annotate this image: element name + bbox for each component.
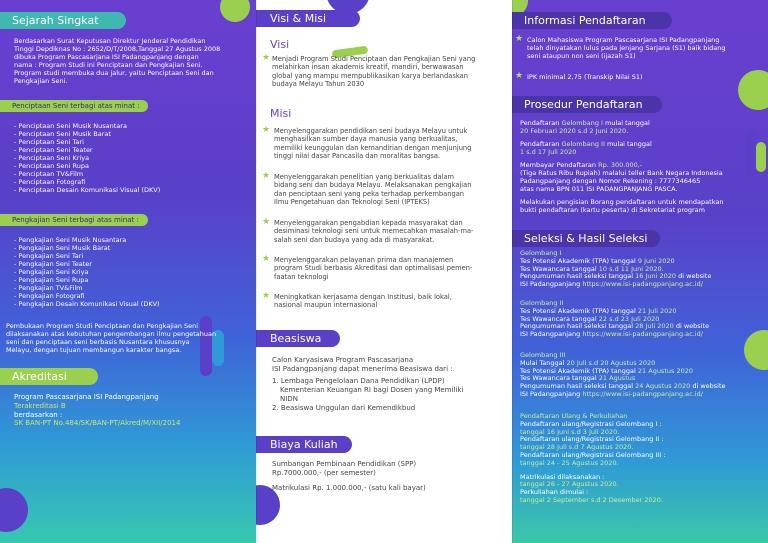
beasiswa-text: Calon Karyasiswa Program Pascasarjana ISI Padangpanjang dapat menerima Beasiswa dari : 1. Lembaga Pengelolaan Dana Pendidikan (LPDP) Kementerian Keuangan RI bagi Dosen yang Memiliki NIDN 2. Beasiswa Unggulan dari Kemendikbud bbox=[272, 356, 464, 412]
star-icon: ★ bbox=[262, 254, 271, 264]
seleksi-header: Seleksi & Hasil Seleksi bbox=[512, 230, 660, 247]
list-item: - Penciptaan Seni Kriya bbox=[14, 154, 90, 162]
decor-circle bbox=[0, 488, 28, 532]
list-item: - Pengkajian Seni Musik Barat bbox=[14, 244, 111, 252]
misi-title: Misi bbox=[270, 107, 292, 120]
visi-text: Menjadi Program Studi Penciptaan dan Pengkajian Seni yang melahirkan insan akademis kreatif, mandiri, berwawasan global yang mampu mempublikasikan karya berlandaskan budaya Melayu Tahun 2030 bbox=[272, 55, 476, 88]
list-item: - Penciptaan Fotografi bbox=[14, 178, 86, 186]
biaya-text: Sumbangan Pembinaan Pendidikan (SPP) Rp.7000.000,- (per semester) Matrikulasi Rp. 1.000.000,- (satu kali bayar) bbox=[272, 460, 426, 492]
decor-circle bbox=[220, 0, 250, 22]
informasi-item: Calon Mahasiswa Program Pascasarjana ISI Padangpanjang telah dinyatakan lulus pada jenjang Sarjana (S1) baik bidang seni ataupun non seni (ijazah S1) bbox=[527, 36, 726, 60]
visi-title: Visi bbox=[270, 38, 290, 51]
misi-item: Menyelenggarakan pendidikan seni budaya Melayu untuk menghasilkan sumber daya manusia yang berkualitas, memiliki keunggulan dan kemandirian dengan menjunjung tinggi nilai dasar Pancasila dan moralitas bangsa. bbox=[274, 127, 472, 160]
right-panel bbox=[512, 0, 768, 543]
prosedur-header: Prosedur Pendaftaran bbox=[512, 96, 662, 113]
pembukaan-text: Pembukaan Program Studi Penciptaan dan Pengkajian Seni dilaksanakan atas kebutuhan pengembangan ilmu pengetahuan seni dan penciptaan seni berbasis Nusantara khususnya Melayu, dengan tujuan membangun karakter bangsa. bbox=[6, 322, 217, 354]
gelombang-3: Gelombang III Mulai Tanggal 20 Juli s.d 20 Agustus 2020 Tes Potensi Akademik (TPA) tanggal 21 Agustus 2020 Tes Wawancara tanggal 21 Agustus Pengumuman hasil seleksi tanggal 24 Agustus 2020 di website ISI Padangpanjang https://www.isi-padangpanjang.ac.id/ bbox=[520, 351, 726, 398]
list-item: - Penciptaan Seni Musik Barat bbox=[14, 130, 111, 138]
biaya-header: Biaya Kuliah bbox=[256, 436, 352, 453]
star-icon: ★ bbox=[262, 125, 271, 135]
penciptaan-list bbox=[14, 122, 244, 194]
list-item: - Penciptaan TV&Film bbox=[14, 170, 84, 178]
list-item: - Penciptaan Seni Tari bbox=[14, 138, 84, 146]
list-item: - Pengkajian Seni Musik Nusantara bbox=[14, 236, 127, 244]
star-icon: ★ bbox=[262, 171, 271, 181]
star-icon: ★ bbox=[515, 71, 524, 81]
star-icon: ★ bbox=[262, 217, 271, 227]
left-panel bbox=[0, 0, 256, 543]
list-item: - Pengkajian Seni Tari bbox=[14, 252, 84, 260]
sejarah-text: Berdasarkan Surat Keputusan Direktur Jenderal Pendidikan Tinggi Depdiknas No : 2652/D/T/2008,Tanggal 27 Agustus 2008 dibuka Program Pascasarjana ISI Padangpanjang dengan nama : Program Studi ini Penciptaan dan Pengkajian Seni. Program studi membuka dua jalur, yaitu Penciptaan Seni dan Pengkajian Seni. bbox=[14, 37, 221, 85]
gelombang-2: Gelombang II Tes Potensi Akademik (TPA) tanggal 21 Juli 2020 Tes Wawancara tanggal 22 s.d 23 Juli 2020 Pengumuman hasil seleksi tanggal 28 Juli 2020 di website ISI Padangpanjang https://www.isi-padangpanjang.ac.id/ bbox=[520, 299, 709, 339]
pengkajian-list bbox=[14, 236, 244, 308]
star-icon: ★ bbox=[262, 291, 271, 301]
gelombang-1: Gelombang I Tes Potensi Akademik (TPA) tanggal 9 Juni 2020 Tes Wawancara tanggal 10 s.d 11 Juni 2020. Pengumuman hasil seleksi tanggal 16 Juni 2020 di website ISI Padangpanjang https://www.isi-padangpanjang.ac.id/ bbox=[520, 249, 712, 289]
star-icon: ★ bbox=[262, 53, 271, 63]
fold-line bbox=[256, 0, 257, 543]
list-item: - Pengkajian Seni Kriya bbox=[14, 268, 89, 276]
list-item: - Penciptaan Seni Musik Nusantara bbox=[14, 122, 127, 130]
misi-item: Meningkatkan kerjasama dengan Institusi, baik lokal, nasional maupun internasional bbox=[274, 293, 452, 310]
misi-item: Menyelenggarakan pengabdian kepada masyarakat dan desiminasi teknologi seni untuk memecahkan masalah-ma- salah seni dan budaya yang ada di masyarakat. bbox=[274, 219, 474, 244]
visi-misi-header: Visi & Misi bbox=[256, 10, 360, 27]
list-item: - Pengkajian Desain Komunikasi Visual (DKV) bbox=[14, 300, 160, 308]
pendaftaran-ulang: Pendaftaran Ulang & Perkuliahan Pendaftaran ulang/Registrasi Gelombang I : tanggal 16 Juni s.d 3 Juli 2020. Pendaftaran ulang/Registrasi Gelombang II : tanggal 28 Juli s.d 7 Agustus 2020. Pendaftaran ulang/Registrasi Gelombang III : tanggal 24 - 25 Agustus 2020. Matrikulasi dilaksanakan : tanggal 26 - 27 Agustus 2020. Perkuliahan dimulai : tanggal 2 September s.d 2 Desember 2020. bbox=[520, 412, 666, 504]
list-item: - Penciptaan Seni Teater bbox=[14, 146, 93, 154]
misi-item: Menyelenggarakan pelayanan prima dan manajemen program Studi berbasis Akreditasi dan optimalisasi pemen- faatan teknologi bbox=[274, 256, 473, 281]
pengkajian-header: Pengkajian Seni terbagi atas minat : bbox=[0, 214, 148, 226]
list-item: - Penciptaan Desain Komunikasi Visual (DKV) bbox=[14, 186, 161, 194]
list-item: - Pengkajian Seni Teater bbox=[14, 260, 92, 268]
sejarah-header: Sejarah Singkat bbox=[0, 12, 126, 29]
misi-item: Menyelenggarakan penelitian yang berkualitas dalam bidang seni dan budaya Melayu. Melaksanakan pengkajian dan penciptaan seni yang peka terhadap perkembangan Ilmu Pengetahuan dan Teknologi Seni (IPTEKS) bbox=[274, 173, 472, 206]
akreditasi-header: Akreditasi bbox=[0, 368, 98, 385]
beasiswa-header: Beasiswa bbox=[256, 330, 340, 347]
prosedur-text: Pendaftaran Gelombang I mulai tanggal 20 Februari 2020 s.d 2 Juni 2020. Pendaftaran Gelombang II mulai tanggal 1 s.d 17 Juli 2020 Membayar Pendaftaran Rp. 300.000,- (Tiga Ratus Ribu Rupiah) malalui teller Bank Negara Indonesia Padangpanjang dengan Nomor Rekening : 7777346465 atas nama BPN 011 ISI PADANGPANJANG PASCA. Melakukan pengisian Borang pendaftaran untuk mendapatkan bukti pendaftaran (kartu peserta) di Sekretariat program bbox=[520, 119, 724, 214]
informasi-header: Informasi Pendaftaran bbox=[512, 12, 672, 29]
penciptaan-header: Penciptaan Seni terbagi atas minat : bbox=[0, 100, 148, 112]
list-item: - Penciptaan Seni Rupa bbox=[14, 162, 89, 170]
fold-line bbox=[512, 0, 513, 543]
list-item: - Pengkajian Fotografi bbox=[14, 292, 85, 300]
list-item: - Pengkajian TV&Film bbox=[14, 284, 83, 292]
informasi-item: IPK minimal 2,75 (Transkip Nilai S1) bbox=[527, 73, 643, 81]
akreditasi-text: Program Pascasarjana ISI Padangpanjang Terakreditasi B berdasarkan : SK BAN-PT No.484/SK/BAN-PT/Akred/M/XII/2014 bbox=[14, 393, 181, 428]
list-item: - Pengkajian Seni Rupa bbox=[14, 276, 89, 284]
star-icon: ★ bbox=[515, 34, 524, 44]
